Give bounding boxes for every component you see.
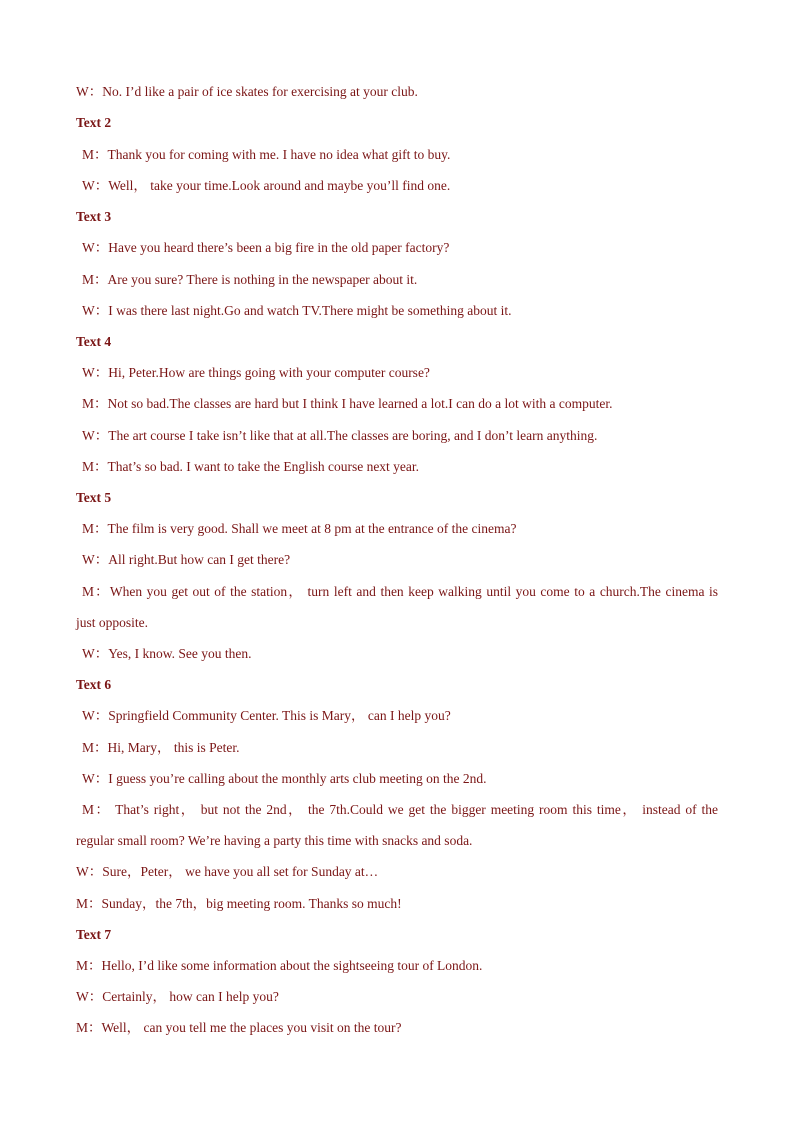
- dialogue-line: M： That’s right， but not the 2nd， the 7th.Could we get the bigger meeting room this time， instead of the: [82, 802, 718, 817]
- section-heading: Text 5: [76, 490, 112, 505]
- section-heading: Text 6: [76, 677, 112, 692]
- section-heading: Text 4: [76, 334, 112, 349]
- dialogue-line: M：Not so bad.The classes are hard but I think I have learned a lot.I can do a lot with a computer.: [82, 396, 613, 411]
- dialogue-line: M：Well， can you tell me the places you visit on the tour?: [76, 1020, 402, 1035]
- dialogue-line: W：I guess you’re calling about the monthly arts club meeting on the 2nd.: [82, 771, 487, 786]
- dialogue-line: M：When you get out of the station， turn left and then keep walking until you come to a church.The cinema is: [82, 584, 718, 599]
- dialogue-line: W：Well， take your time.Look around and maybe you’ll find one.: [82, 178, 451, 193]
- dialogue-line: W：Sure，Peter， we have you all set for Sunday at…: [76, 864, 379, 879]
- dialogue-line: W：Hi, Peter.How are things going with your computer course?: [82, 365, 430, 380]
- section-heading: Text 3: [76, 209, 112, 224]
- dialogue-line: M：Thank you for coming with me. I have no idea what gift to buy.: [82, 147, 451, 162]
- dialogue-line: M：Sunday，the 7th，big meeting room. Thanks so much!: [76, 896, 402, 911]
- dialogue-line: W：Have you heard there’s been a big fire in the old paper factory?: [82, 240, 450, 255]
- dialogue-line: M：Hi, Mary， this is Peter.: [82, 740, 240, 755]
- section-heading: Text 7: [76, 927, 112, 942]
- dialogue-line: W：All right.But how can I get there?: [82, 552, 291, 567]
- dialogue-line: M：That’s so bad. I want to take the English course next year.: [82, 459, 420, 474]
- dialogue-line: W：The art course I take isn’t like that at all.The classes are boring, and I don’t learn anything.: [82, 428, 598, 443]
- dialogue-line-continued: regular small room? We’re having a party this time with snacks and soda.: [76, 833, 473, 848]
- dialogue-line: W：Yes, I know. See you then.: [82, 646, 252, 661]
- dialogue-line: M：Are you sure? There is nothing in the newspaper about it.: [82, 272, 418, 287]
- dialogue-line: W：No. I’d like a pair of ice skates for exercising at your club.: [76, 84, 418, 99]
- dialogue-line-continued: just opposite.: [76, 615, 149, 630]
- section-heading: Text 2: [76, 115, 112, 130]
- dialogue-line: M：Hello, I’d like some information about the sightseeing tour of London.: [76, 958, 483, 973]
- dialogue-line: M：The film is very good. Shall we meet at 8 pm at the entrance of the cinema?: [82, 521, 517, 536]
- dialogue-line: W：Springfield Community Center. This is Mary， can I help you?: [82, 708, 451, 723]
- dialogue-line: W：Certainly， how can I help you?: [76, 989, 279, 1004]
- dialogue-line: W：I was there last night.Go and watch TV.There might be something about it.: [82, 303, 512, 318]
